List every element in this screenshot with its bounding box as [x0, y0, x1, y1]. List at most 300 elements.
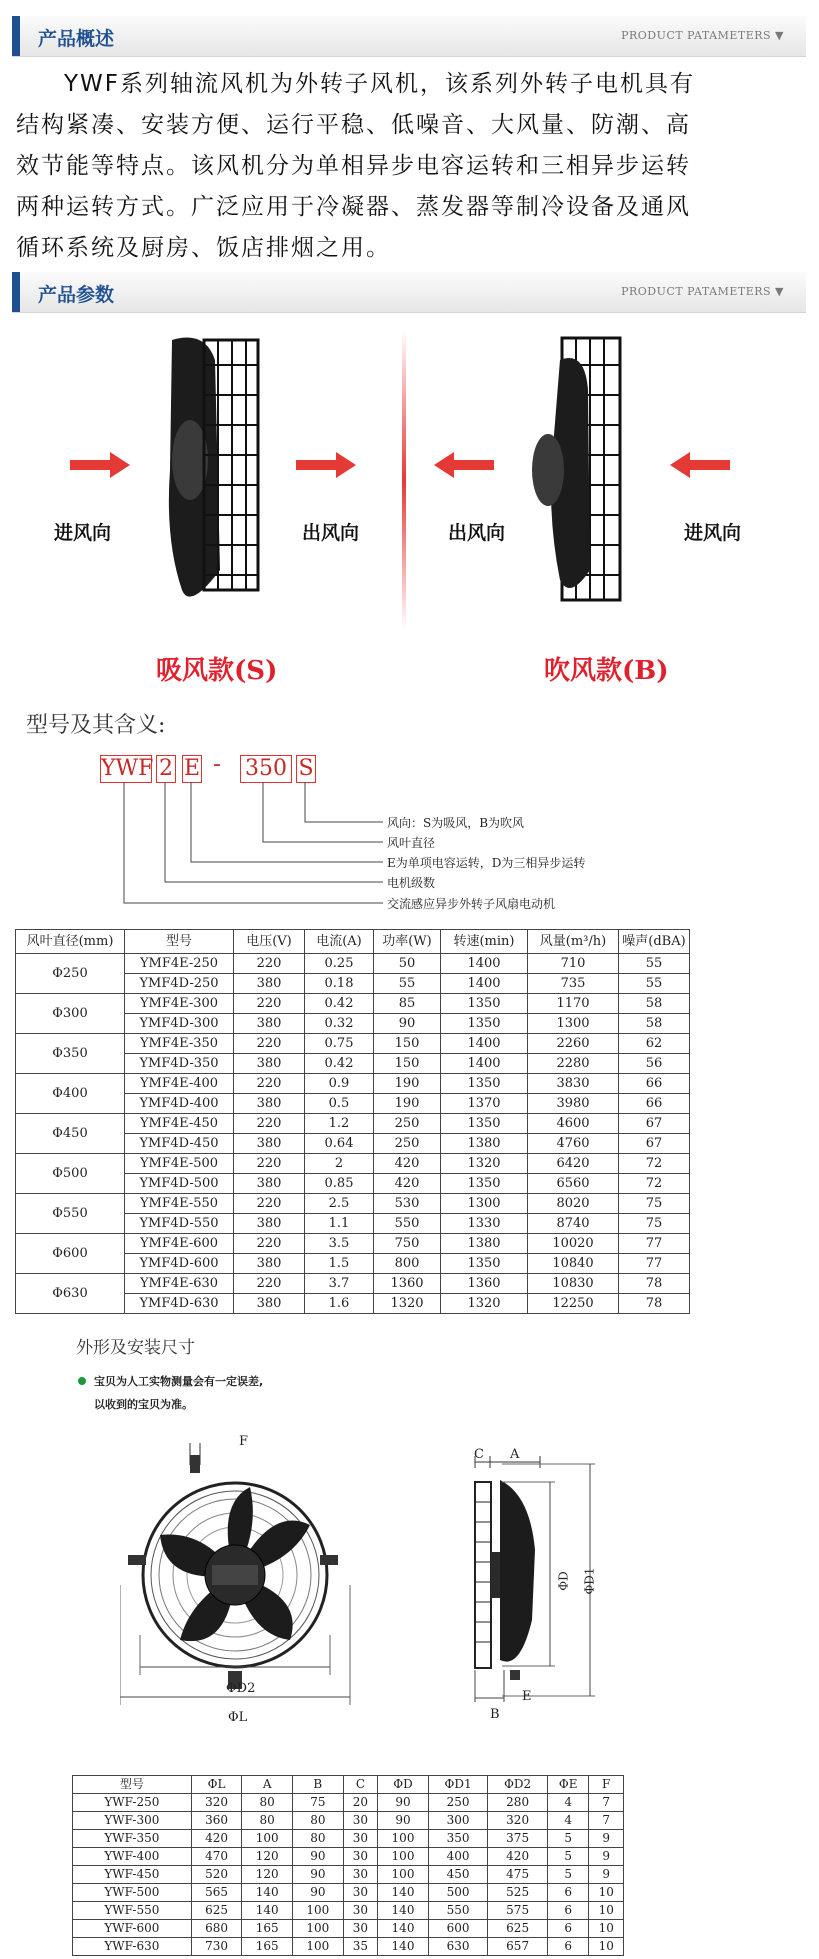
dimension-cell: 30: [343, 1830, 378, 1848]
spec-cell: 6560: [528, 1174, 619, 1194]
spec-cell: 55: [374, 974, 441, 994]
dim-label-B: B: [490, 1707, 500, 1722]
dimension-cell: 420: [191, 1830, 242, 1848]
spec-cell: 1320: [441, 1154, 528, 1174]
dimension-cell: 730: [191, 1938, 242, 1956]
spec-cell: 50: [374, 954, 441, 974]
dimension-table-row: [73, 1794, 624, 1812]
spec-cell: 380: [234, 1134, 305, 1154]
section-header-overview: [12, 16, 806, 57]
spec-cell: 220: [234, 994, 305, 1014]
spec-cell: 1350: [441, 1074, 528, 1094]
dimension-cell: 100: [293, 1902, 344, 1920]
legend-series: 交流感应异步外转子风扇电动机: [387, 897, 556, 911]
dimension-header-cell: B: [293, 1776, 344, 1794]
section-subtitle: PRODUCT PATAMETERS ▼: [621, 285, 784, 298]
dimension-cell: 6: [547, 1938, 589, 1956]
note-line-2: 以收到的宝贝为准。: [94, 1398, 193, 1411]
spec-cell: 55: [619, 954, 690, 974]
spec-cell: 0.64: [305, 1134, 374, 1154]
spec-cell: 380: [234, 974, 305, 994]
spec-cell: 1400: [441, 954, 528, 974]
spec-cell: YMF4D-450: [125, 1134, 234, 1154]
dimension-cell: 4: [547, 1794, 589, 1812]
dimension-table-body: [73, 1794, 624, 1956]
dimension-cell: 360: [191, 1812, 242, 1830]
dimension-cell: 575: [488, 1902, 548, 1920]
dimension-cell: 80: [293, 1812, 344, 1830]
spec-cell: 2280: [528, 1054, 619, 1074]
dimension-cell: YWF-450: [73, 1866, 192, 1884]
dimension-cell: 7: [589, 1812, 624, 1830]
airflow-figure: [0, 320, 819, 630]
spec-cell: 56: [619, 1054, 690, 1074]
dim-label-D: ΦD: [556, 1571, 571, 1591]
dimension-cell: 525: [488, 1884, 548, 1902]
dimension-cell: 320: [191, 1794, 242, 1812]
dimension-cell: 625: [488, 1920, 548, 1938]
spec-cell: YMF4E-250: [125, 954, 234, 974]
dimension-table-header-row: [73, 1776, 624, 1794]
spec-table-row: [16, 1074, 690, 1094]
dimension-cell: 520: [191, 1866, 242, 1884]
intro-line: 循环系统及厨房、饭店排烟之用。: [16, 235, 391, 261]
spec-header-voltage: 电压(V): [234, 930, 305, 954]
spec-table-row: [16, 1154, 690, 1174]
spec-cell: 380: [234, 1014, 305, 1034]
spec-header-power: 功率(W): [374, 930, 441, 954]
spec-cell: YMF4D-630: [125, 1294, 234, 1314]
spec-cell: 4600: [528, 1114, 619, 1134]
suction-fan-image: [169, 338, 258, 597]
spec-cell: YMF4E-300: [125, 994, 234, 1014]
dimension-cell: YWF-500: [73, 1884, 192, 1902]
spec-cell: 420: [374, 1174, 441, 1194]
spec-cell: 380: [234, 1094, 305, 1114]
dimension-table: [72, 1775, 624, 1956]
spec-cell: YMF4D-300: [125, 1014, 234, 1034]
dimension-cell: 80: [293, 1830, 344, 1848]
spec-cell: 220: [234, 1234, 305, 1254]
spec-cell: 150: [374, 1054, 441, 1074]
spec-cell: 3.7: [305, 1274, 374, 1294]
blowing-fan-image: [532, 338, 620, 600]
dimension-cell: 300: [428, 1812, 488, 1830]
spec-cell: 1400: [441, 974, 528, 994]
spec-table-row: [16, 1234, 690, 1254]
spec-cell: 78: [619, 1294, 690, 1314]
dimension-cell: 140: [378, 1902, 429, 1920]
dimension-header-cell: ΦL: [191, 1776, 242, 1794]
dimension-cell: YWF-300: [73, 1812, 192, 1830]
dimension-cell: 10: [589, 1902, 624, 1920]
arrow-icon: [670, 452, 730, 478]
spec-cell: 220: [234, 954, 305, 974]
spec-cell: 62: [619, 1034, 690, 1054]
dimension-cell: 80: [242, 1812, 293, 1830]
dimension-cell: 90: [293, 1866, 344, 1884]
dimension-cell: YWF-400: [73, 1848, 192, 1866]
spec-cell: 550: [374, 1214, 441, 1234]
spec-table-row: [16, 994, 690, 1014]
spec-cell: YMF4E-500: [125, 1154, 234, 1174]
spec-cell: 0.32: [305, 1014, 374, 1034]
spec-cell: 1.5: [305, 1254, 374, 1274]
dimension-cell: 100: [293, 1938, 344, 1956]
spec-table-body: [16, 954, 690, 1314]
outflow-label-left: 出风向: [302, 522, 360, 544]
dimension-cell: 35: [343, 1938, 378, 1956]
arrow-icon: [434, 452, 494, 478]
spec-cell: 1350: [441, 1174, 528, 1194]
spec-cell: 1320: [374, 1294, 441, 1314]
dimension-cell: 140: [378, 1920, 429, 1938]
spec-cell: YMF4E-550: [125, 1194, 234, 1214]
spec-table-header-row: [16, 930, 690, 954]
spec-cell: YMF4E-630: [125, 1274, 234, 1294]
dim-label-L: ΦL: [228, 1710, 248, 1725]
spec-cell: 3830: [528, 1074, 619, 1094]
dimension-cell: 450: [428, 1866, 488, 1884]
spec-cell: 380: [234, 1214, 305, 1234]
dimension-cell: 30: [343, 1920, 378, 1938]
dimension-cell: 565: [191, 1884, 242, 1902]
dimension-cell: YWF-630: [73, 1938, 192, 1956]
spec-cell: 750: [374, 1234, 441, 1254]
spec-cell: 800: [374, 1254, 441, 1274]
spec-cell: 710: [528, 954, 619, 974]
spec-cell: 1.2: [305, 1114, 374, 1134]
dimension-cell: 630: [428, 1938, 488, 1956]
spec-table-row: [16, 1274, 690, 1294]
diameter-cell: Φ450: [16, 1114, 125, 1154]
dimension-cell: 30: [343, 1884, 378, 1902]
divider-line: [402, 330, 406, 630]
dimension-cell: 140: [242, 1902, 293, 1920]
spec-cell: YMF4E-600: [125, 1234, 234, 1254]
diameter-cell: Φ300: [16, 994, 125, 1034]
spec-header-current: 电流(A): [305, 930, 374, 954]
spec-cell: 1380: [441, 1234, 528, 1254]
arrow-icon: [70, 452, 130, 478]
spec-cell: 735: [528, 974, 619, 994]
dimension-cell: 7: [589, 1794, 624, 1812]
diameter-cell: Φ400: [16, 1074, 125, 1114]
section-title: 产品参数: [38, 284, 115, 306]
blowing-type-label: 吹风款(B): [544, 656, 669, 686]
dimension-cell: 9: [589, 1866, 624, 1884]
dimension-table-row: [73, 1848, 624, 1866]
dimension-cell: 100: [378, 1866, 429, 1884]
dimension-table-row: [73, 1920, 624, 1938]
dimension-cell: 657: [488, 1938, 548, 1956]
spec-cell: 220: [234, 1074, 305, 1094]
dimension-cell: 420: [488, 1848, 548, 1866]
dimension-cell: 475: [488, 1866, 548, 1884]
spec-cell: YMF4D-500: [125, 1174, 234, 1194]
dimension-cell: 140: [378, 1938, 429, 1956]
spec-cell: 2260: [528, 1034, 619, 1054]
intro-line: 结构紧凑、安装方便、运行平稳、低噪音、大风量、防潮、高: [16, 112, 691, 138]
diameter-cell: Φ600: [16, 1234, 125, 1274]
spec-cell: 0.18: [305, 974, 374, 994]
dimension-cell: 10: [589, 1938, 624, 1956]
dimension-cell: 350: [428, 1830, 488, 1848]
model-meaning-title: 型号及其含义:: [26, 713, 166, 738]
diameter-cell: Φ500: [16, 1154, 125, 1194]
dimension-cell: 4: [547, 1812, 589, 1830]
spec-cell: 0.42: [305, 1054, 374, 1074]
spec-cell: 220: [234, 1194, 305, 1214]
spec-cell: 66: [619, 1094, 690, 1114]
dimension-header-cell: C: [343, 1776, 378, 1794]
spec-cell: 0.9: [305, 1074, 374, 1094]
dimension-table-row: [73, 1866, 624, 1884]
code-series: YWF: [101, 756, 154, 781]
dimension-cell: 9: [589, 1830, 624, 1848]
code-diameter: 350: [240, 755, 292, 783]
spec-cell: 150: [374, 1034, 441, 1054]
spec-cell: 1350: [441, 1014, 528, 1034]
spec-cell: 12250: [528, 1294, 619, 1314]
dimension-cell: 10: [589, 1884, 624, 1902]
spec-cell: 6420: [528, 1154, 619, 1174]
dimension-header-cell: ΦD1: [428, 1776, 488, 1794]
dimension-cell: 100: [378, 1848, 429, 1866]
dimension-cell: 5: [547, 1830, 589, 1848]
dimension-cell: 90: [293, 1884, 344, 1902]
spec-cell: 1300: [528, 1014, 619, 1034]
spec-cell: 10020: [528, 1234, 619, 1254]
spec-cell: 380: [234, 1054, 305, 1074]
dimension-header-cell: ΦD2: [488, 1776, 548, 1794]
dimension-cell: 6: [547, 1920, 589, 1938]
dimension-cell: 80: [242, 1794, 293, 1812]
dimension-header-cell: ΦE: [547, 1776, 589, 1794]
intro-line: 两种运转方式。广泛应用于冷凝器、蒸发器等制冷设备及通风: [16, 194, 691, 220]
dimension-cell: 680: [191, 1920, 242, 1938]
spec-cell: 220: [234, 1034, 305, 1054]
dimension-cell: 250: [428, 1794, 488, 1812]
dimension-cell: 30: [343, 1866, 378, 1884]
spec-cell: 190: [374, 1094, 441, 1114]
dimension-cell: YWF-550: [73, 1902, 192, 1920]
dimension-cell: 20: [343, 1794, 378, 1812]
spec-cell: 250: [374, 1134, 441, 1154]
section-header-parameters: [12, 272, 806, 313]
dimension-cell: 400: [428, 1848, 488, 1866]
dimension-cell: 10: [589, 1920, 624, 1938]
dimension-cell: 320: [488, 1812, 548, 1830]
spec-cell: YMF4E-350: [125, 1034, 234, 1054]
dimension-cell: 375: [488, 1830, 548, 1848]
dimension-cell: 9: [589, 1848, 624, 1866]
spec-cell: 10840: [528, 1254, 619, 1274]
spec-cell: 1350: [441, 994, 528, 1014]
intro-paragraph: [16, 64, 806, 269]
outflow-label-right: 出风向: [448, 522, 506, 544]
header-accent: [12, 16, 20, 56]
intro-line: 效节能等特点。该风机分为单相异步电容运转和三相异步运转: [16, 153, 691, 179]
spec-header-model: 型号: [125, 930, 234, 954]
spec-cell: 220: [234, 1274, 305, 1294]
code-motor: E: [183, 756, 201, 781]
spec-cell: 55: [619, 974, 690, 994]
spec-cell: 1300: [441, 1194, 528, 1214]
dimension-cell: 500: [428, 1884, 488, 1902]
dimension-cell: 470: [191, 1848, 242, 1866]
arrow-icon: [296, 452, 356, 478]
dimension-table-row: [73, 1830, 624, 1848]
dimension-cell: 30: [343, 1902, 378, 1920]
spec-cell: 8020: [528, 1194, 619, 1214]
spec-cell: YMF4D-400: [125, 1094, 234, 1114]
spec-header-airflow: 风量(m³/h): [528, 930, 619, 954]
spec-cell: 250: [374, 1114, 441, 1134]
dim-label-A: A: [510, 1447, 520, 1462]
spec-cell: 58: [619, 994, 690, 1014]
intro-line: YWF系列轴流风机为外转子风机，该系列外转子电机具有: [64, 71, 696, 97]
dim-label-D1: ΦD1: [582, 1567, 597, 1595]
spec-cell: 0.25: [305, 954, 374, 974]
note-bullet-icon: [78, 1377, 86, 1385]
section-subtitle: PRODUCT PATAMETERS ▼: [621, 29, 784, 42]
spec-cell: YMF4E-450: [125, 1114, 234, 1134]
dimension-cell: 90: [293, 1848, 344, 1866]
dimension-cell: 120: [242, 1848, 293, 1866]
dimension-cell: 100: [378, 1830, 429, 1848]
spec-cell: 1400: [441, 1054, 528, 1074]
spec-cell: 72: [619, 1154, 690, 1174]
dimension-cell: 30: [343, 1848, 378, 1866]
spec-cell: 1170: [528, 994, 619, 1014]
spec-cell: 90: [374, 1014, 441, 1034]
dimension-cell: 120: [242, 1866, 293, 1884]
spec-cell: 0.42: [305, 994, 374, 1014]
spec-cell: 66: [619, 1074, 690, 1094]
diameter-cell: Φ630: [16, 1274, 125, 1314]
dimension-cell: 625: [191, 1902, 242, 1920]
spec-cell: 380: [234, 1174, 305, 1194]
spec-cell: 1380: [441, 1134, 528, 1154]
spec-cell: 77: [619, 1254, 690, 1274]
code-dash: -: [213, 752, 221, 777]
spec-cell: 0.85: [305, 1174, 374, 1194]
dimension-header-cell: F: [589, 1776, 624, 1794]
spec-cell: 420: [374, 1154, 441, 1174]
spec-cell: 1360: [374, 1274, 441, 1294]
dimension-cell: 550: [428, 1902, 488, 1920]
spec-cell: 1370: [441, 1094, 528, 1114]
diameter-cell: Φ550: [16, 1194, 125, 1234]
section-title: 产品概述: [38, 28, 115, 50]
spec-cell: 8740: [528, 1214, 619, 1234]
dimension-cell: 140: [242, 1884, 293, 1902]
dimension-cell: 75: [293, 1794, 344, 1812]
dimension-cell: 600: [428, 1920, 488, 1938]
spec-table-row: [16, 1034, 690, 1054]
dimension-cell: 5: [547, 1848, 589, 1866]
dimension-cell: 90: [378, 1794, 429, 1812]
spec-cell: 1.6: [305, 1294, 374, 1314]
dimension-cell: 100: [242, 1830, 293, 1848]
spec-cell: 2: [305, 1154, 374, 1174]
front-view-drawing: [120, 1435, 360, 1715]
spec-table-row: [16, 1114, 690, 1134]
spec-cell: 1330: [441, 1214, 528, 1234]
spec-header-speed: 转速(min): [441, 930, 528, 954]
spec-cell: 1.1: [305, 1214, 374, 1234]
spec-cell: YMF4D-250: [125, 974, 234, 994]
spec-cell: 1350: [441, 1254, 528, 1274]
dimension-cell: 165: [242, 1920, 293, 1938]
spec-cell: 58: [619, 1014, 690, 1034]
spec-cell: 3.5: [305, 1234, 374, 1254]
dimension-cell: 280: [488, 1794, 548, 1812]
dimension-cell: 100: [293, 1920, 344, 1938]
dimension-cell: YWF-350: [73, 1830, 192, 1848]
header-accent: [12, 272, 20, 312]
spec-cell: 4760: [528, 1134, 619, 1154]
dim-label-C: C: [474, 1447, 484, 1462]
dim-label-F: F: [239, 1434, 249, 1449]
spec-cell: 0.5: [305, 1094, 374, 1114]
dimension-header-cell: 型号: [73, 1776, 192, 1794]
spec-cell: 380: [234, 1254, 305, 1274]
dimension-cell: YWF-600: [73, 1920, 192, 1938]
legend-direction: 风向：S为吸风，B为吹风: [387, 816, 525, 830]
dimension-cell: 140: [378, 1884, 429, 1902]
spec-cell: YMF4D-550: [125, 1214, 234, 1234]
spec-cell: 67: [619, 1134, 690, 1154]
spec-cell: 530: [374, 1194, 441, 1214]
diameter-cell: Φ350: [16, 1034, 125, 1074]
spec-cell: 10830: [528, 1274, 619, 1294]
dimension-table-row: [73, 1938, 624, 1956]
spec-cell: 1400: [441, 1034, 528, 1054]
dimension-header-cell: ΦD: [378, 1776, 429, 1794]
dimension-cell: 5: [547, 1866, 589, 1884]
dimension-cell: 6: [547, 1902, 589, 1920]
spec-table-row: [16, 954, 690, 974]
legend-motor-type: E为单项电容运转，D为三相异步运转: [387, 856, 586, 870]
spec-cell: 0.75: [305, 1034, 374, 1054]
code-direction: S: [296, 755, 316, 783]
spec-header-noise: 噪声(dBA): [619, 930, 690, 954]
inflow-label-left: 进风向: [54, 522, 112, 544]
dimension-table-row: [73, 1902, 624, 1920]
spec-cell: 220: [234, 1114, 305, 1134]
spec-cell: 2.5: [305, 1194, 374, 1214]
dimension-cell: YWF-250: [73, 1794, 192, 1812]
code-poles: 2: [156, 755, 176, 783]
dimensions-title: 外形及安装尺寸: [76, 1338, 195, 1358]
spec-header-diameter: 风叶直径(mm): [16, 930, 125, 954]
dimension-cell: 6: [547, 1884, 589, 1902]
note-line-1: 宝贝为人工实物测量会有一定误差,: [94, 1375, 264, 1388]
spec-cell: YMF4E-400: [125, 1074, 234, 1094]
spec-cell: 85: [374, 994, 441, 1014]
spec-cell: YMF4D-350: [125, 1054, 234, 1074]
dimension-cell: 90: [378, 1812, 429, 1830]
spec-cell: 72: [619, 1174, 690, 1194]
spec-table: [15, 929, 690, 1314]
diameter-cell: Φ250: [16, 954, 125, 994]
spec-cell: 77: [619, 1234, 690, 1254]
spec-cell: 380: [234, 1294, 305, 1314]
spec-cell: 1320: [441, 1294, 528, 1314]
suction-type-label: 吸风款(S): [156, 656, 278, 686]
